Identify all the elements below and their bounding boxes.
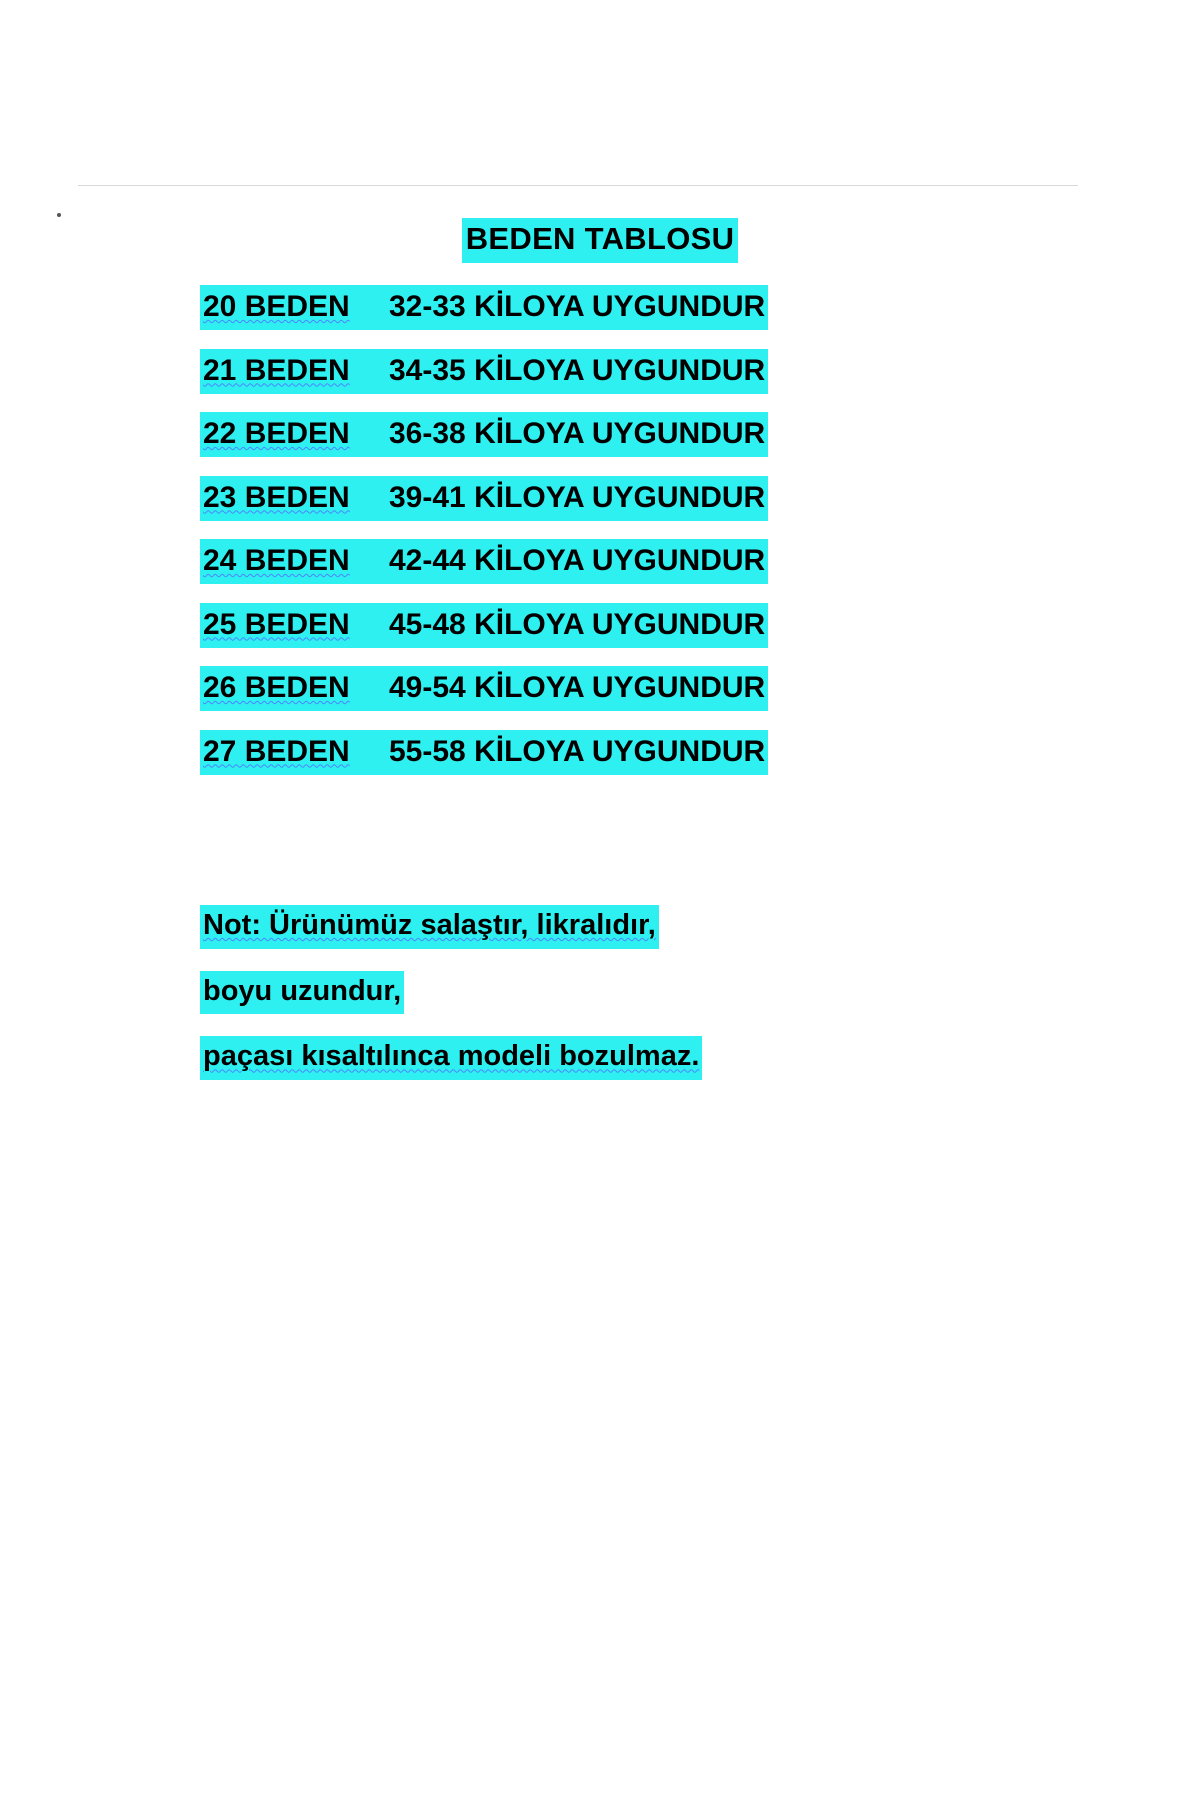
- table-row: [200, 349, 1100, 394]
- margin-dot-marker: [57, 213, 61, 217]
- size-table: [200, 285, 1100, 793]
- size-description: 55-58 KİLOYA UYGUNDUR: [389, 734, 766, 768]
- size-description: 34-35 KİLOYA UYGUNDUR: [389, 353, 766, 387]
- size-description: 32-33 KİLOYA UYGUNDUR: [389, 290, 766, 323]
- size-label: 20 BEDEN: [203, 290, 350, 323]
- size-label: 27 BEDEN: [203, 734, 350, 768]
- size-label: 25 BEDEN: [203, 607, 350, 641]
- size-description: 36-38 KİLOYA UYGUNDUR: [389, 417, 766, 450]
- size-label: 22 BEDEN: [203, 417, 350, 450]
- size-label: 26 BEDEN: [203, 671, 350, 704]
- table-row: [200, 603, 1100, 648]
- size-label: 24 BEDEN: [203, 544, 350, 577]
- size-row-content: [200, 666, 768, 711]
- note-block: [200, 905, 1100, 1102]
- note-line-2: boyu uzundur,: [200, 971, 404, 1015]
- header-divider: [78, 185, 1078, 186]
- note-line-1: Not: Ürünümüz salaştır, likralıdır,: [200, 905, 659, 949]
- page-title: BEDEN TABLOSU: [462, 218, 739, 263]
- size-description: 39-41 KİLOYA UYGUNDUR: [389, 480, 766, 514]
- size-label: 23 BEDEN: [203, 480, 350, 514]
- note-line-3: paçası kısaltılınca modeli bozulmaz.: [200, 1036, 702, 1080]
- note-line: [200, 971, 1100, 1015]
- size-description: 45-48 KİLOYA UYGUNDUR: [389, 607, 766, 641]
- size-row-content: [200, 603, 768, 648]
- size-description: 49-54 KİLOYA UYGUNDUR: [389, 671, 766, 704]
- size-row-content: [200, 412, 768, 457]
- size-label: 21 BEDEN: [203, 353, 350, 387]
- table-row: [200, 666, 1100, 711]
- size-row-content: [200, 285, 768, 330]
- note-line: [200, 905, 1100, 949]
- document-title-row: [0, 218, 1200, 263]
- note-line: [200, 1036, 1100, 1080]
- size-description: 42-44 KİLOYA UYGUNDUR: [389, 544, 766, 577]
- table-row: [200, 539, 1100, 584]
- size-row-content: [200, 349, 768, 394]
- table-row: [200, 730, 1100, 775]
- size-row-content: [200, 730, 768, 775]
- size-row-content: [200, 539, 768, 584]
- table-row: [200, 476, 1100, 521]
- size-row-content: [200, 476, 768, 521]
- table-row: [200, 412, 1100, 457]
- table-row: [200, 285, 1100, 330]
